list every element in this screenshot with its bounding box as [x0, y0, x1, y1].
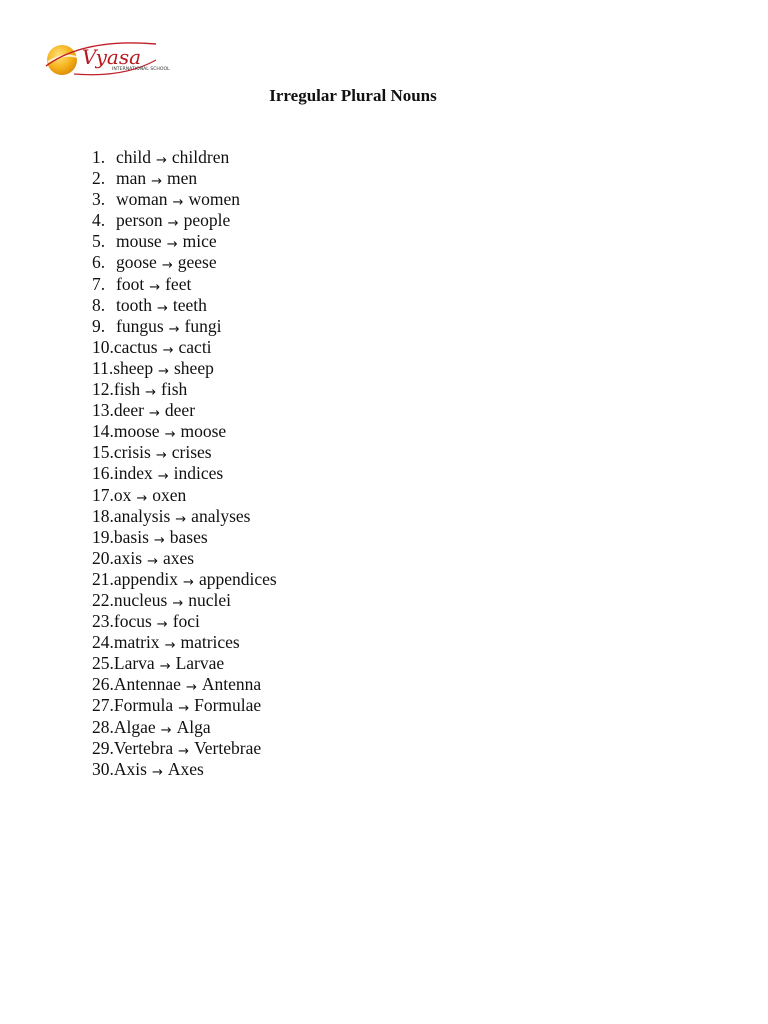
plural-word: Alga	[176, 716, 211, 737]
item-number: 4.	[92, 210, 106, 231]
singular-word: nucleus	[113, 589, 168, 610]
plural-word: mice	[182, 231, 217, 252]
list-item	[92, 168, 277, 189]
plural-word: oxen	[152, 484, 187, 505]
singular-word: fish	[113, 379, 141, 400]
item-number: 9.	[92, 315, 106, 336]
plural-word: teeth	[172, 294, 207, 315]
item-number: 16.	[92, 463, 114, 484]
item-number: 22.	[92, 589, 114, 610]
list-item	[92, 717, 277, 738]
arrow-right-icon: →	[167, 216, 179, 232]
list-item	[92, 295, 277, 316]
singular-word: appendix	[113, 568, 179, 589]
list-item	[92, 337, 277, 358]
list-item	[92, 274, 277, 295]
item-number: 11.	[92, 357, 114, 378]
list-item	[92, 632, 277, 653]
arrow-right-icon: →	[151, 764, 163, 780]
arrow-right-icon: →	[166, 237, 178, 253]
plural-word: axes	[162, 547, 195, 568]
item-number: 13.	[92, 400, 114, 421]
arrow-right-icon: →	[159, 659, 171, 675]
list-item	[92, 738, 277, 759]
arrow-right-icon: →	[156, 617, 168, 633]
list-item	[92, 379, 277, 400]
singular-word: fungus	[116, 315, 164, 336]
plural-word: analyses	[191, 505, 251, 526]
list-item	[92, 506, 277, 527]
singular-word: Algae	[113, 716, 156, 737]
plural-word: Vertebrae	[194, 737, 262, 758]
arrow-right-icon: →	[158, 363, 169, 379]
plural-word: foci	[172, 611, 200, 632]
plural-word: Larvae	[175, 653, 225, 674]
item-number: 25.	[92, 653, 114, 674]
singular-word: Vertebra	[113, 737, 174, 758]
plural-word: cacti	[178, 336, 212, 357]
singular-word: deer	[113, 400, 144, 421]
school-logo	[44, 38, 184, 80]
arrow-right-icon: →	[168, 321, 180, 337]
arrow-right-icon: →	[155, 448, 167, 464]
item-number: 7.	[92, 273, 106, 294]
list-item	[92, 147, 277, 168]
list-item	[92, 358, 277, 379]
item-number: 3.	[92, 189, 106, 210]
item-number: 2.	[92, 168, 106, 189]
singular-word: goose	[116, 252, 157, 273]
list-item	[92, 231, 277, 252]
plural-word: geese	[177, 252, 217, 273]
singular-word: focus	[113, 611, 152, 632]
arrow-right-icon: →	[175, 511, 187, 527]
item-number: 18.	[92, 505, 114, 526]
arrow-right-icon: →	[149, 279, 161, 295]
list-item	[92, 463, 277, 484]
list-item	[92, 695, 277, 716]
item-number: 24.	[92, 632, 114, 653]
singular-word: person	[116, 210, 163, 231]
list-item	[92, 485, 277, 506]
singular-word: woman	[116, 189, 168, 210]
arrow-right-icon: →	[172, 595, 184, 611]
page-title: Irregular Plural Nouns	[269, 86, 437, 105]
singular-word: Larva	[113, 653, 155, 674]
singular-word: matrix	[113, 632, 160, 653]
plural-word: sheep	[174, 357, 214, 378]
singular-word: man	[116, 168, 147, 189]
list-item	[92, 548, 277, 569]
item-number: 29.	[92, 737, 114, 758]
singular-word: ox	[113, 484, 132, 505]
plural-word: deer	[164, 400, 196, 421]
item-number: 1.	[92, 147, 106, 167]
item-number: 10.	[92, 336, 114, 357]
singular-word: sheep	[113, 357, 154, 378]
item-number: 19.	[92, 526, 114, 547]
svg-text:Vyasa: Vyasa	[82, 45, 142, 69]
plural-word: fish	[161, 379, 188, 400]
plural-word: indices	[173, 463, 224, 484]
list-item	[92, 527, 277, 548]
plural-word: Axes	[167, 758, 204, 779]
arrow-right-icon: →	[156, 153, 167, 168]
arrow-right-icon: →	[161, 258, 173, 274]
svg-text:INTERNATIONAL SCHOOL: INTERNATIONAL SCHOOL	[112, 67, 170, 72]
arrow-right-icon: →	[153, 532, 165, 548]
arrow-right-icon: →	[156, 300, 168, 316]
plural-word: men	[167, 168, 198, 189]
plural-word: appendices	[198, 568, 277, 589]
vyasa-logo-icon	[44, 38, 184, 80]
arrow-right-icon: →	[145, 385, 157, 401]
singular-word: cactus	[113, 336, 158, 357]
arrow-right-icon: →	[178, 701, 190, 717]
item-number: 17.	[92, 484, 114, 505]
singular-word: child	[116, 147, 151, 167]
arrow-right-icon: →	[149, 406, 160, 422]
singular-word: basis	[113, 526, 149, 547]
plural-word: crises	[171, 442, 212, 463]
item-number: 23.	[92, 611, 114, 632]
arrow-right-icon: →	[185, 680, 197, 696]
plural-word: matrices	[180, 632, 240, 653]
list-item	[92, 674, 277, 695]
item-number: 12.	[92, 379, 114, 400]
plural-word: feet	[165, 273, 192, 294]
singular-word: tooth	[116, 294, 152, 315]
singular-word: moose	[113, 421, 160, 442]
singular-word: mouse	[116, 231, 162, 252]
item-number: 27.	[92, 695, 114, 716]
list-item	[92, 252, 277, 273]
list-item	[92, 400, 277, 421]
plural-word: women	[188, 189, 240, 210]
item-number: 15.	[92, 442, 114, 463]
irregular-nouns-list	[92, 147, 277, 780]
list-item	[92, 590, 277, 611]
arrow-right-icon: →	[151, 174, 163, 190]
singular-word: Formula	[113, 695, 174, 716]
plural-word: bases	[169, 526, 208, 547]
item-number: 6.	[92, 252, 106, 273]
list-item	[92, 421, 277, 442]
plural-word: moose	[180, 421, 227, 442]
arrow-right-icon: →	[157, 469, 169, 485]
list-item	[92, 316, 277, 337]
list-item	[92, 653, 277, 674]
list-item	[92, 569, 277, 590]
arrow-right-icon: →	[162, 342, 174, 358]
item-number: 28.	[92, 716, 114, 737]
arrow-right-icon: →	[172, 195, 184, 211]
plural-word: children	[171, 147, 230, 167]
singular-word: crisis	[113, 442, 151, 463]
arrow-right-icon: →	[178, 743, 190, 759]
item-number: 8.	[92, 294, 106, 315]
item-number: 5.	[92, 231, 106, 252]
list-item	[92, 189, 277, 210]
singular-word: Antennae	[113, 674, 181, 695]
list-item	[92, 759, 277, 780]
list-item	[92, 210, 277, 231]
item-number: 14.	[92, 421, 114, 442]
item-number: 26.	[92, 674, 114, 695]
plural-word: Formulae	[194, 695, 262, 716]
plural-word: Antenna	[201, 674, 262, 695]
singular-word: analysis	[113, 505, 171, 526]
item-number: 30.	[92, 758, 114, 779]
plural-word: nuclei	[188, 589, 232, 610]
singular-word: foot	[116, 273, 145, 294]
item-number: 21.	[92, 568, 114, 589]
arrow-right-icon: →	[183, 574, 194, 590]
list-item	[92, 611, 277, 632]
plural-word: fungi	[184, 315, 222, 336]
arrow-right-icon: →	[164, 427, 176, 443]
arrow-right-icon: →	[136, 490, 148, 506]
arrow-right-icon: →	[147, 553, 158, 569]
singular-word: index	[113, 463, 153, 484]
singular-word: axis	[113, 547, 143, 568]
list-item	[92, 442, 277, 463]
item-number: 20.	[92, 547, 114, 568]
arrow-right-icon: →	[160, 722, 172, 738]
plural-word: people	[183, 210, 231, 231]
arrow-right-icon: →	[164, 638, 176, 654]
singular-word: Axis	[113, 758, 147, 779]
